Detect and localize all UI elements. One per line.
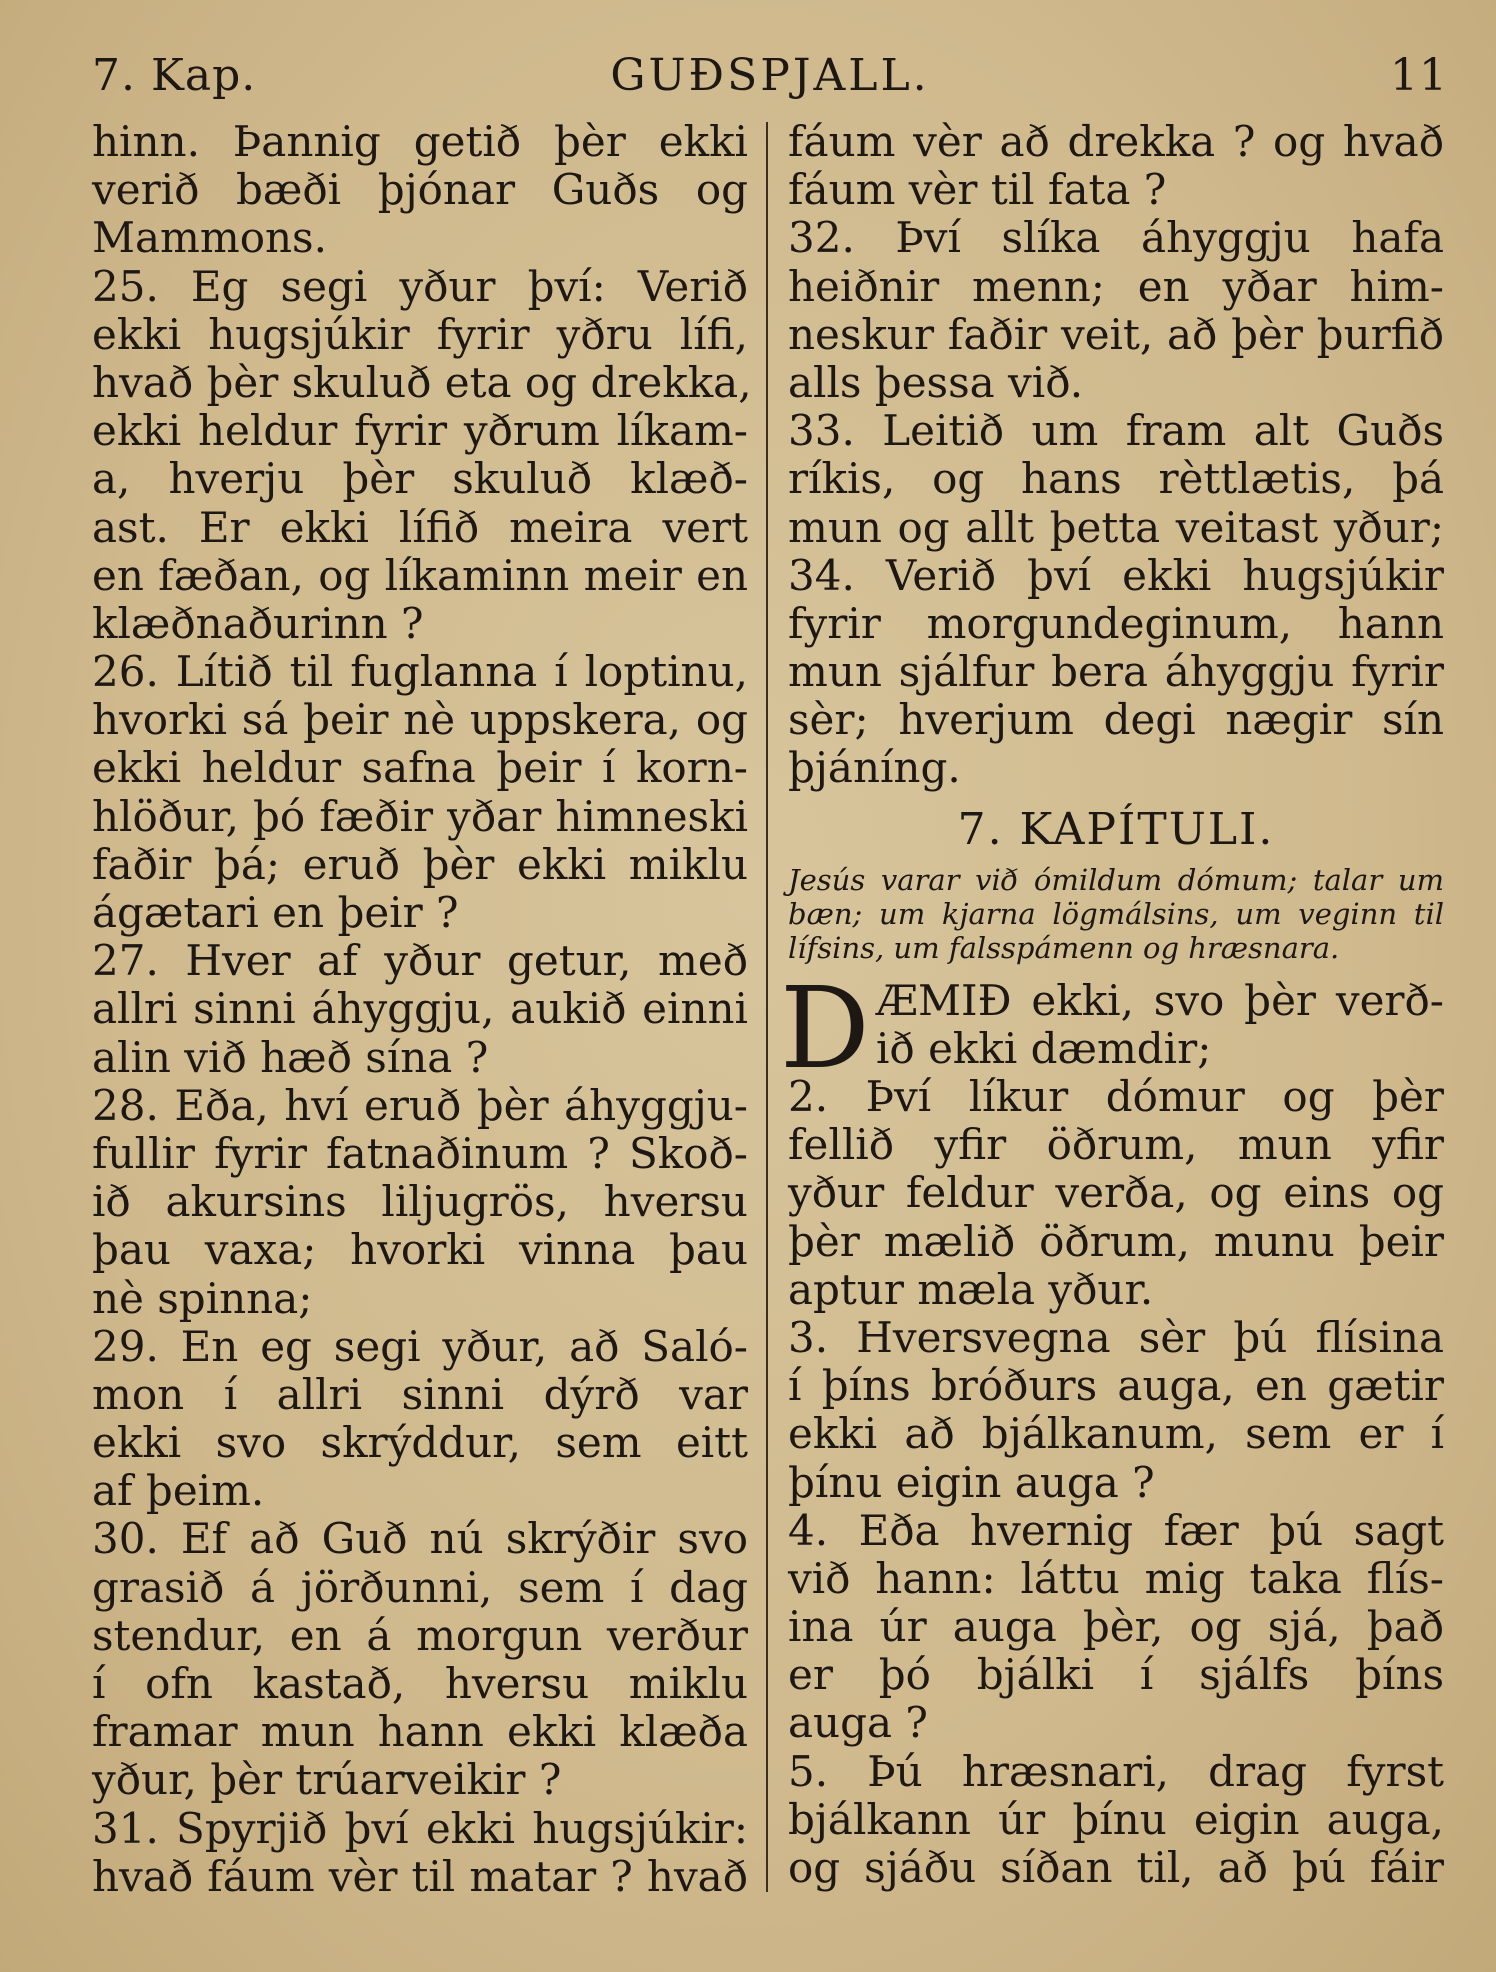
text-line: ekki að bjálkanum, sem er í bbox=[788, 1409, 1444, 1459]
text-line: klæðnaðurinn ? bbox=[92, 598, 424, 648]
text-line: þjáníng. bbox=[788, 743, 961, 793]
text-line: fyrir morgundeginum, hann bbox=[788, 598, 1444, 648]
text-line: ekki svo skrýddur, sem eitt bbox=[92, 1418, 748, 1468]
text-line: þèr mælið öðrum, munu þeir bbox=[788, 1216, 1444, 1266]
text-line: hvað þèr skuluð eta og drekka, bbox=[92, 357, 752, 407]
summary-line: lífsins, um falsspámenn og hræsnara. bbox=[788, 930, 1340, 965]
text-line: 32. Því slíka áhyggju hafa bbox=[788, 213, 1444, 263]
text-line: 31. Spyrjið því ekki hugsjúkir: bbox=[92, 1803, 748, 1853]
text-line: auga ? bbox=[788, 1698, 928, 1748]
text-line: og sjáðu síðan til, að þú fáir bbox=[788, 1843, 1444, 1892]
text-line: bjálkann úr þínu eigin auga, bbox=[788, 1794, 1444, 1844]
text-line: faðir þá; eruð þèr ekki miklu bbox=[92, 839, 748, 889]
text-line: a, hverju þèr skuluð klæð- bbox=[92, 454, 748, 504]
text-line: fáum vèr til fata ? bbox=[788, 165, 1167, 215]
text-line: Mammons. bbox=[92, 213, 327, 263]
text-line: 2. Því líkur dómur og þèr bbox=[788, 1072, 1444, 1121]
text-line: 27. Hver af yður getur, með bbox=[92, 936, 748, 986]
text-line: stendur, en á morgun verður bbox=[92, 1610, 748, 1660]
text-line: allri sinni áhyggju, aukið einni bbox=[92, 984, 748, 1034]
text-line: hvað fáum vèr til matar ? hvað bbox=[92, 1851, 748, 1901]
text-line: 4. Eða hvernig fær þú sagt bbox=[788, 1505, 1444, 1555]
text-line: í þíns bróðurs auga, en gætir bbox=[788, 1361, 1444, 1411]
text-line: þínu eigin auga ? bbox=[788, 1457, 1155, 1507]
left-column bbox=[92, 117, 752, 1901]
text-line: ágætari en þeir ? bbox=[92, 888, 459, 937]
page-number: 11 bbox=[1390, 50, 1448, 101]
text-line: ið akursins liljugrös, hversu bbox=[92, 1177, 748, 1227]
text-line: grasið á jörðunni, sem í dag bbox=[92, 1562, 748, 1612]
column-divider bbox=[766, 122, 768, 1892]
text-line: 33. Leitið um fram alt Guðs bbox=[788, 406, 1444, 456]
text-line: alin við hæð sína ? bbox=[92, 1032, 489, 1082]
text-line: ekki heldur safna þeir í korn- bbox=[92, 743, 748, 793]
text-line: 30. Ef að Guð nú skrýðir svo bbox=[92, 1514, 748, 1564]
chapter-marker: 7. Kap. bbox=[92, 50, 257, 101]
right-column bbox=[780, 117, 1444, 1892]
text-line: mun sjálfur bera áhyggju fyrir bbox=[788, 647, 1444, 697]
text-line: yður, þèr trúarveikir ? bbox=[92, 1755, 562, 1805]
text-line: 28. Eða, hví eruð þèr áhyggju- bbox=[92, 1080, 748, 1130]
text-line: en fæðan, og líkaminn meir en bbox=[92, 550, 748, 600]
text-line: ina úr auga þèr, og sjá, það bbox=[788, 1602, 1444, 1652]
text-line: 25. Eg segi yður því: Verið bbox=[92, 261, 748, 311]
text-line: framar mun hann ekki klæða bbox=[92, 1707, 748, 1757]
chapter-title: 7. KAPÍTULI. bbox=[957, 803, 1275, 855]
text-line: er þó bjálki í sjálfs þíns bbox=[788, 1650, 1444, 1700]
text-line: neskur faðir veit, að þèr þurfið bbox=[788, 309, 1444, 359]
text-line: aptur mæla yður. bbox=[788, 1264, 1154, 1314]
text-line: ast. Er ekki lífið meira vert bbox=[92, 502, 748, 552]
text-line: fellið yfir öðrum, mun yfir bbox=[788, 1120, 1444, 1170]
text-line: ríkis, og hans rèttlætis, þá bbox=[788, 454, 1444, 504]
book-title: GUÐSPJALL. bbox=[610, 50, 930, 101]
opening-line: ið ekki dæmdir; bbox=[876, 1023, 1212, 1073]
text-line: mon í allri sinni dýrð var bbox=[92, 1369, 748, 1419]
right-column-bottom-text bbox=[788, 1073, 1444, 1892]
summary-line: bæn; um kjarna lögmálsins, um veginn til bbox=[788, 896, 1444, 931]
right-column-top-text bbox=[788, 118, 1444, 793]
chapter-summary bbox=[788, 863, 1444, 965]
text-line: 5. Þú hræsnari, drag fyrst bbox=[788, 1746, 1444, 1796]
running-head bbox=[92, 50, 1448, 110]
text-line: í ofn kastað, hversu miklu bbox=[92, 1659, 748, 1708]
drop-cap: D bbox=[780, 963, 870, 1094]
opening-line: ÆMIÐ ekki, svo þèr verð- bbox=[876, 975, 1444, 1025]
text-line: hvorki sá þeir nè uppskera, og bbox=[92, 695, 748, 745]
text-line: verið bæði þjónar Guðs og bbox=[92, 165, 748, 215]
text-line: fullir fyrir fatnaðinum ? Skoð- bbox=[92, 1128, 748, 1178]
chapter-opening bbox=[780, 963, 1444, 1094]
text-line: hinn. Þannig getið þèr ekki bbox=[92, 117, 748, 166]
text-line: alls þessa við. bbox=[788, 357, 1084, 407]
text-line: 26. Lítið til fuglanna í loptinu, bbox=[92, 647, 748, 697]
text-line: af þeim. bbox=[92, 1466, 265, 1516]
text-line: fáum vèr að drekka ? og hvað bbox=[788, 117, 1444, 166]
summary-line: Jesús varar við ómildum dómum; talar um bbox=[788, 862, 1444, 897]
text-line: ekki hugsjúkir fyrir yðru lífi, bbox=[92, 309, 748, 359]
text-line: við hann: láttu mig taka flís- bbox=[788, 1553, 1444, 1603]
text-line: mun og allt þetta veitast yður; bbox=[788, 502, 1444, 552]
text-line: hlöður, þó fæðir yðar himneski bbox=[92, 791, 748, 841]
text-line: nè spinna; bbox=[92, 1273, 313, 1323]
text-line: þau vaxa; hvorki vinna þau bbox=[92, 1225, 748, 1275]
text-line: heiðnir menn; en yðar him- bbox=[788, 261, 1444, 311]
text-line: 3. Hversvegna sèr þú flísina bbox=[788, 1312, 1444, 1362]
text-line: 34. Verið því ekki hugsjúkir bbox=[788, 550, 1444, 600]
text-line: ekki heldur fyrir yðrum líkam- bbox=[92, 406, 748, 456]
text-line: 29. En eg segi yður, að Saló- bbox=[92, 1321, 748, 1371]
text-line: yður feldur verða, og eins og bbox=[788, 1168, 1444, 1218]
text-line: sèr; hverjum degi nægir sín bbox=[788, 695, 1444, 745]
